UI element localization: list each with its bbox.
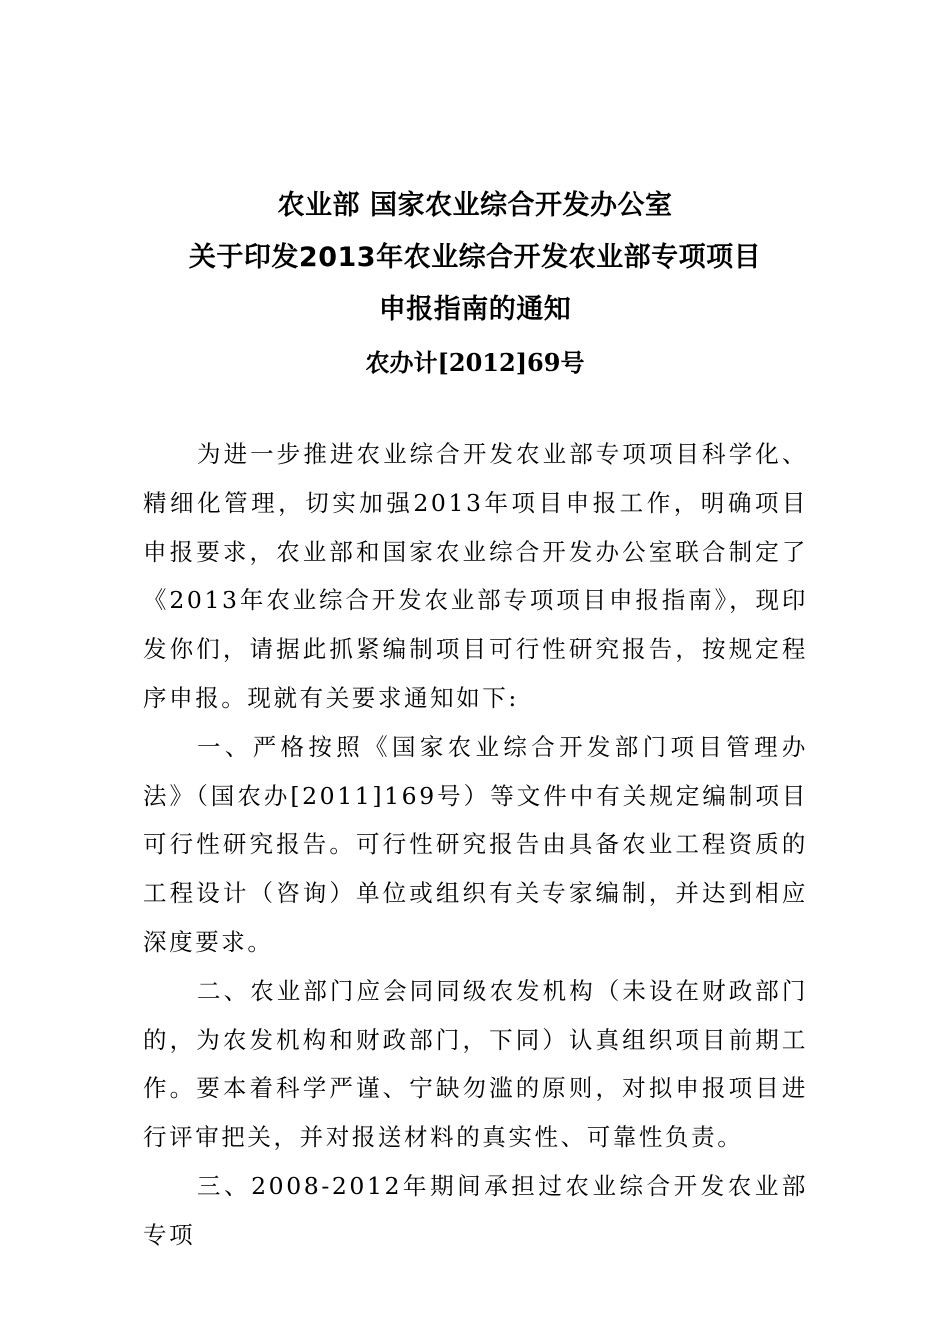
paragraph-item-1: 一、严格按照《国家农业综合开发部门项目管理办法》（国农办[2011]169号）等文件中有关规定编制项目可行性研究报告。可行性研究报告由具备农业工程资质的工程设计（咨询）单位或组织有关专家编制，并达到相应深度要求。 bbox=[143, 732, 808, 956]
title-line-3: 申报指南的通知 bbox=[378, 294, 572, 325]
paragraph-intro: 为进一步推进农业综合开发农业部专项项目科学化、精细化管理，切实加强2013年项目申报工作，明确项目申报要求，农业部和国家农业综合开发办公室联合制定了《2013年农业综合开发农业部专项项目申报指南》，现印发你们，请据此抓紧编制项目可行性研究报告，按规定程序申报。现就有关要求通知如下: bbox=[143, 440, 808, 712]
document-body bbox=[143, 430, 808, 1260]
title-line-1: 农业部 国家农业综合开发办公室 bbox=[277, 190, 673, 221]
paragraph-item-2: 二、农业部门应会同同级农发机构（未设在财政部门的，为农发机构和财政部门，下同）认真组织项目前期工作。要本着科学严谨、宁缺勿滥的原则，对拟申报项目进行评审把关，并对报送材料的真实性、可靠性负责。 bbox=[143, 976, 808, 1152]
title-line-2: 关于印发2013年农业综合开发农业部专项项目 bbox=[188, 242, 762, 273]
document-header bbox=[0, 180, 950, 388]
document-number: 农办计[2012]69号 bbox=[365, 348, 585, 377]
paragraph-item-3: 三、2008-2012年期间承担过农业综合开发农业部专项 bbox=[143, 1171, 808, 1249]
